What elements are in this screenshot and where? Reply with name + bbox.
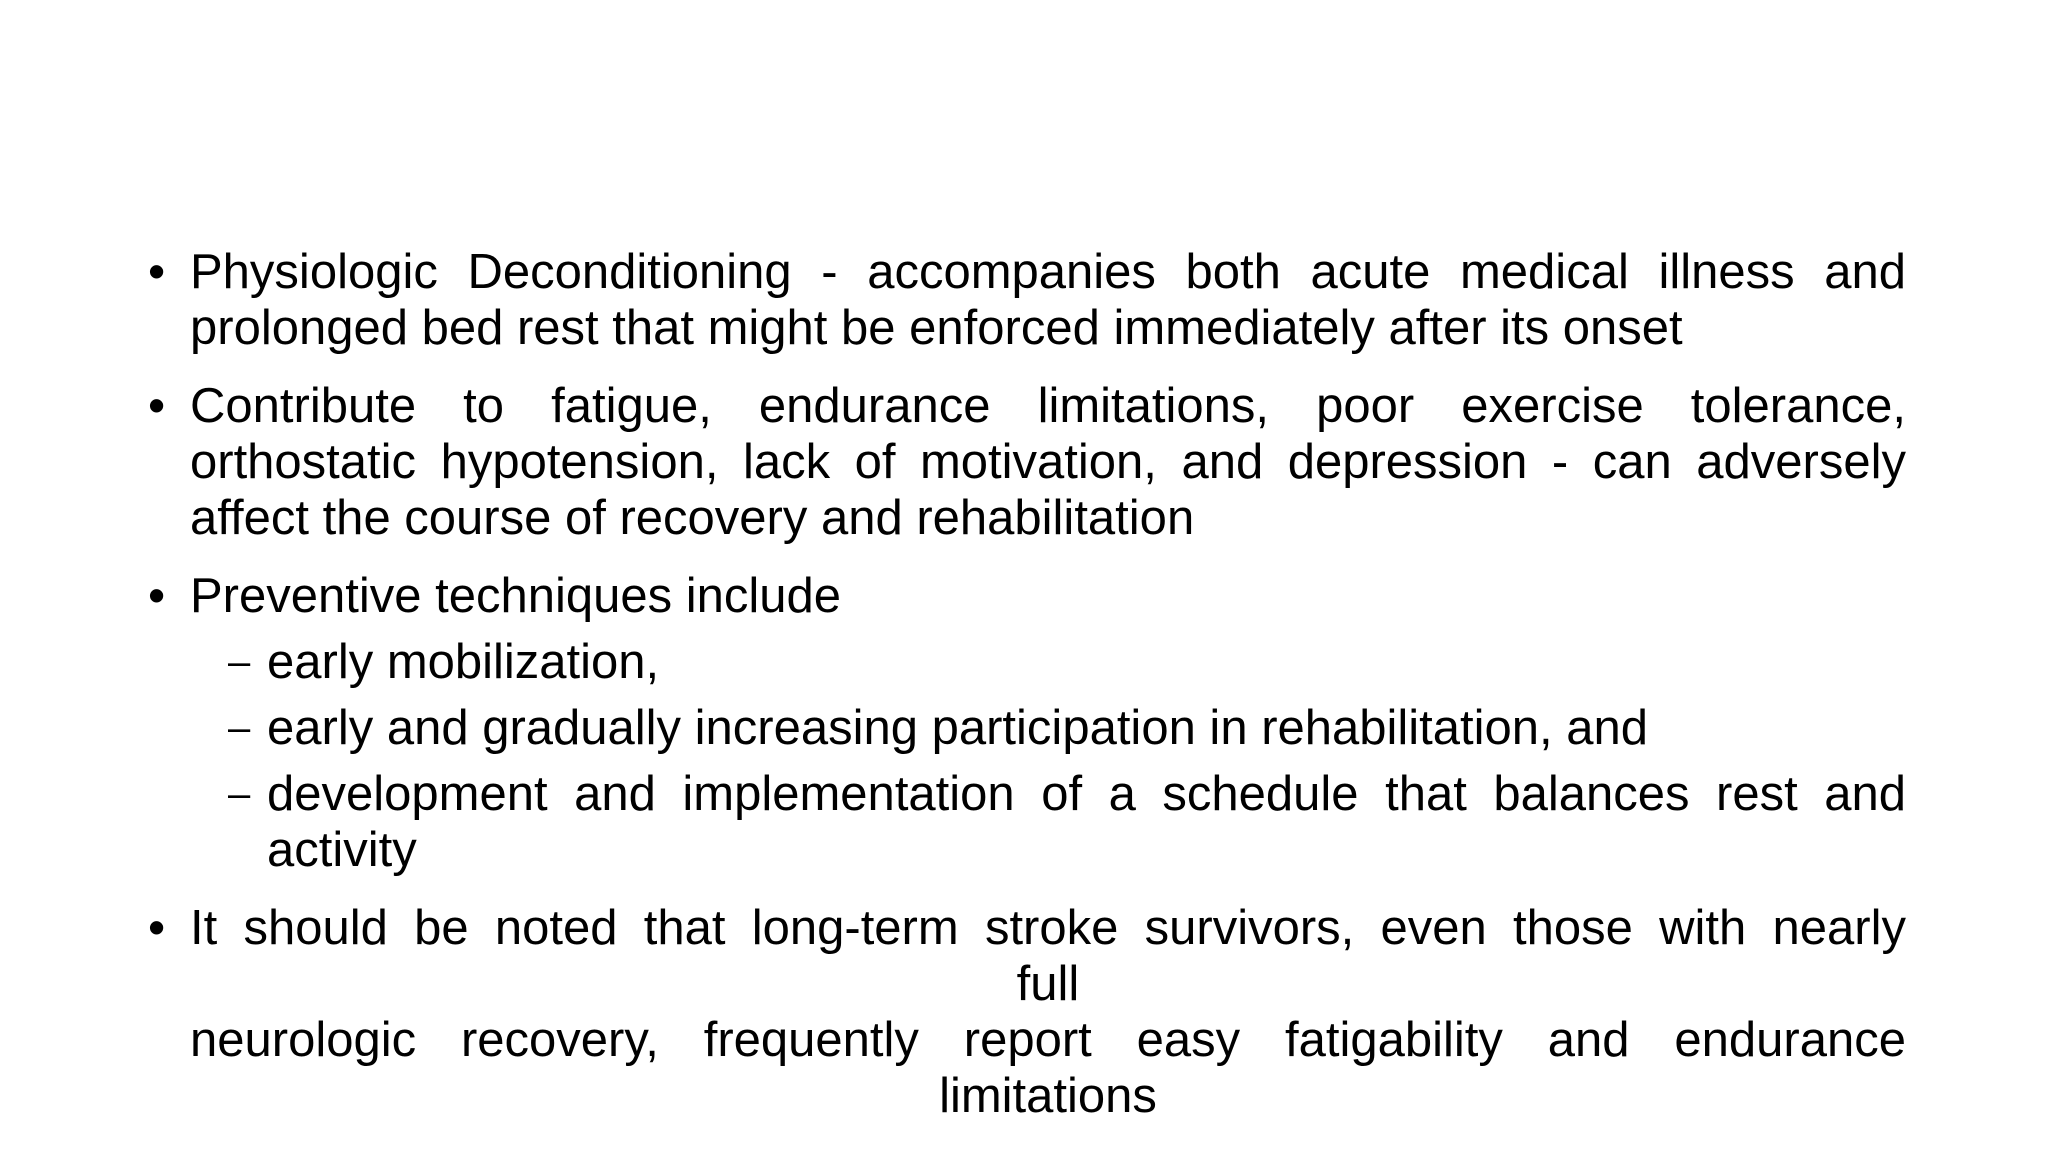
- sub-bullet-item: [146, 700, 1906, 756]
- sub-bullet-item: [146, 634, 1906, 690]
- sub-bullet-item: [146, 766, 1906, 878]
- bullet-item-contribute: [146, 378, 1906, 546]
- bullet-text-line: neurologic recovery, frequently report easy fatigability and endurance: [190, 1013, 1906, 1067]
- bullet-item-deconditioning: [146, 244, 1906, 356]
- dash-marker: –: [228, 640, 251, 684]
- bullet-marker: •: [148, 901, 166, 955]
- bullet-list: [146, 244, 1906, 1124]
- bullet-marker: •: [148, 245, 166, 299]
- bullet-text: Contribute to fatigue, endurance limitations, poor exercise tolerance, orthostatic hypotension, lack of motivation, and depression - can adversely affect the course of recovery and rehabilitation: [190, 379, 1906, 545]
- bullet-item-stroke-survivors: [146, 900, 1906, 1124]
- sub-bullet-text: development and implementation of a schedule that balances rest and activity: [267, 767, 1906, 877]
- bullet-text-line: It should be noted that long-term stroke survivors, even those with nearly: [190, 901, 1906, 955]
- bullet-text-line: full: [1016, 957, 1080, 1011]
- bullet-marker: •: [148, 569, 166, 623]
- bullet-text-line: limitations: [939, 1069, 1157, 1123]
- bullet-item-preventive: [146, 568, 1906, 624]
- sub-bullet-text: early and gradually increasing participation in rehabilitation, and: [267, 701, 1649, 755]
- sub-bullet-text: early mobilization,: [267, 635, 660, 689]
- bullet-text: Preventive techniques include: [190, 569, 842, 623]
- bullet-marker: •: [148, 379, 166, 433]
- dash-marker: –: [228, 706, 251, 750]
- dash-marker: –: [228, 772, 251, 816]
- bullet-text: Physiologic Deconditioning - accompanies both acute medical illness and prolonged bed rest that might be enforced immediately after its onset: [190, 245, 1906, 355]
